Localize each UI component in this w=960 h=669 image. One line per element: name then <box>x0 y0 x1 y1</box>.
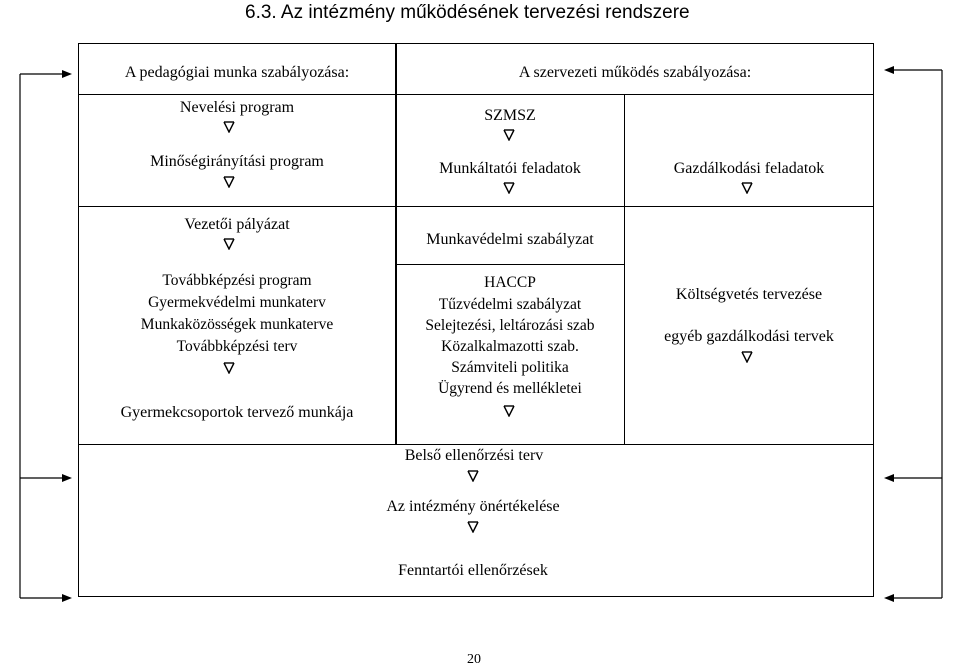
page-number: 20 <box>467 652 481 667</box>
egyeb-gazdalkodasi-tervek: egyéb gazdálkodási tervek <box>664 328 834 345</box>
munkavedelmi-szabalyzat: Munkavédelmi szabályzat <box>426 231 594 248</box>
down-arrow-icon <box>223 362 235 374</box>
down-arrow-icon <box>223 176 235 188</box>
down-arrow-icon <box>741 351 753 363</box>
haccp-line-3: Selejtezési, leltározási szab <box>425 317 595 334</box>
munkaltatoi-feladatok: Munkáltatói feladatok <box>439 160 581 177</box>
haccp-line-2: Tűzvédelmi szabályzat <box>438 296 582 313</box>
right-header-divider <box>396 94 874 95</box>
haccp-line-4: Közalkalmazotti szab. <box>441 338 579 355</box>
fenntartoi-ellenorzesek: Fenntartói ellenőrzések <box>398 562 548 579</box>
szmsz: SZMSZ <box>484 107 536 124</box>
left-section-divider <box>78 206 396 207</box>
tovabbkepzesi-line-1: Továbbképzési program <box>162 272 312 289</box>
vezetoi-palyazat: Vezetői pályázat <box>184 216 290 233</box>
gazdalkodasi-feladatok: Gazdálkodási feladatok <box>673 160 825 177</box>
down-arrow-icon <box>467 521 479 533</box>
right-header: A szervezeti működés szabályozása: <box>518 64 752 81</box>
down-arrow-icon <box>223 238 235 250</box>
haccp-line-5: Számviteli politika <box>451 359 569 376</box>
right-mid-divider <box>396 264 624 265</box>
down-arrow-icon <box>223 121 235 133</box>
haccp-line-6: Ügyrend és mellékletei <box>438 380 582 397</box>
right-section-divider <box>396 206 874 207</box>
down-arrow-icon <box>467 470 479 482</box>
down-arrow-icon <box>503 405 515 417</box>
tovabbkepzesi-line-4: Továbbképzési terv <box>176 338 298 355</box>
koltsegvetes-tervezese: Költségvetés tervezése <box>675 286 823 303</box>
left-header: A pedagógiai munka szabályozása: <box>124 64 350 81</box>
intezmeny-onertekelese: Az intézmény önértékelése <box>386 498 560 515</box>
right-column-divider <box>624 94 625 445</box>
down-arrow-icon <box>503 182 515 194</box>
belso-ellenorzesi-terv: Belső ellenőrzési terv <box>404 447 544 464</box>
nevelesi-program: Nevelési program <box>179 99 295 116</box>
gyermekcsoportok-tervezo-munkaja: Gyermekcsoportok tervező munkája <box>120 404 354 421</box>
haccp-line-1: HACCP <box>484 274 536 291</box>
tovabbkepzesi-line-3: Munkaközösségek munkaterve <box>140 316 334 333</box>
down-arrow-icon <box>503 129 515 141</box>
down-arrow-icon <box>741 182 753 194</box>
page-title: 6.3. Az intézmény működésének tervezési rendszere <box>245 2 690 23</box>
tovabbkepzesi-line-2: Gyermekvédelmi munkaterv <box>148 294 326 311</box>
left-header-divider <box>78 94 396 95</box>
minosegiranyitasi-program: Minőségirányítási program <box>150 153 324 170</box>
